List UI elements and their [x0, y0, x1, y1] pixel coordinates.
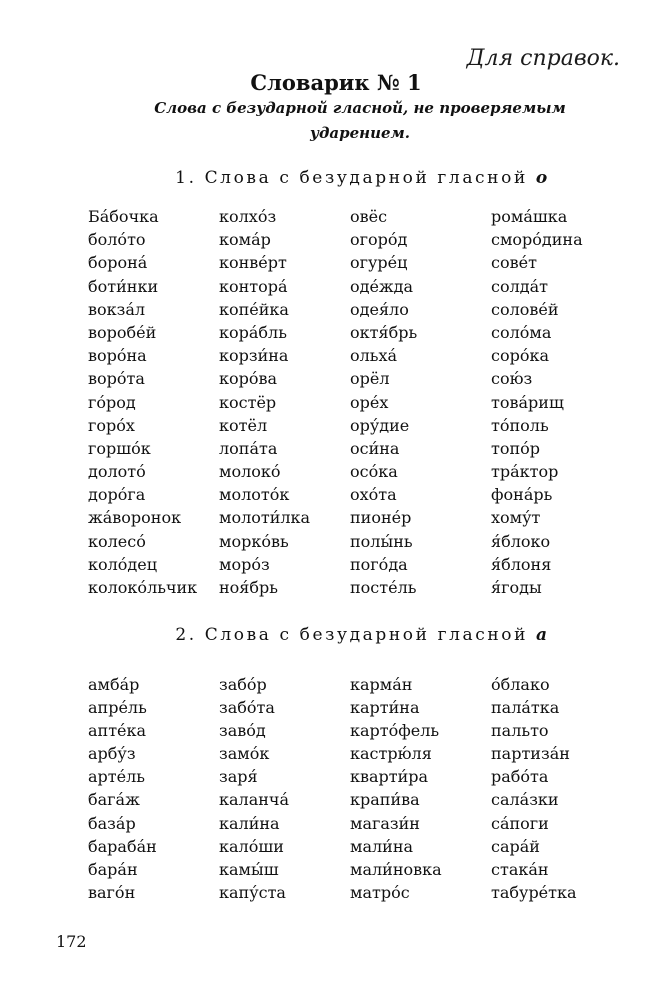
- word-grid-o: [88, 205, 608, 599]
- dictionary-word: посте́ль: [350, 578, 417, 597]
- dictionary-word: огуре́ц: [350, 253, 408, 273]
- dictionary-word: арбу́з: [88, 744, 136, 764]
- dictionary-word: долото́: [88, 462, 146, 482]
- dictionary-word: я́годы: [491, 578, 542, 597]
- dictionary-word: мали́на: [350, 836, 414, 856]
- dictionary-word: кварти́ра: [350, 767, 429, 787]
- dictionary-word: карти́на: [350, 698, 420, 718]
- dictionary-word: солове́й: [491, 299, 559, 319]
- dictionary-word: матро́с: [350, 882, 410, 902]
- dictionary-word: воро́та: [88, 369, 145, 389]
- dictionary-word: горшо́к: [88, 438, 151, 458]
- dictionary-word: бара́н: [88, 859, 138, 879]
- reference-note: Для справок.: [466, 46, 620, 71]
- dictionary-word: молоко́: [219, 462, 281, 482]
- dictionary-word: мали́новка: [350, 859, 442, 879]
- dictionary-word: я́блоко: [491, 531, 551, 551]
- dictionary-word: то́поль: [491, 415, 549, 435]
- dictionary-word: воробе́й: [88, 322, 157, 342]
- dictionary-word: пого́да: [350, 554, 408, 574]
- dictionary-word: костёр: [219, 392, 277, 412]
- dictionary-word: ору́дие: [350, 415, 410, 435]
- dictionary-word: карма́н: [350, 675, 413, 694]
- dictionary-word: оре́х: [350, 392, 389, 412]
- dictionary-word: фона́рь: [491, 485, 553, 505]
- dictionary-word: бага́ж: [88, 790, 140, 810]
- dictionary-word: колоко́льчик: [88, 578, 198, 597]
- dictionary-word: коро́ва: [219, 369, 278, 389]
- dictionary-word: рабо́та: [491, 767, 549, 787]
- dictionary-word: забо́р: [219, 675, 267, 694]
- dictionary-word: конве́рт: [219, 253, 287, 273]
- dictionary-word: соро́ка: [491, 346, 550, 366]
- dictionary-word: заво́д: [219, 721, 266, 741]
- dictionary-word: воро́на: [88, 346, 147, 366]
- dictionary-word: моро́з: [219, 554, 270, 574]
- dictionary-word: магази́н: [350, 813, 420, 833]
- dictionary-word: колесо́: [88, 531, 146, 551]
- dictionary-word: оде́жда: [350, 276, 414, 296]
- dictionary-word: борона́: [88, 253, 148, 273]
- dictionary-word: ваго́н: [88, 882, 136, 902]
- dictionary-word: солда́т: [491, 276, 548, 296]
- dictionary-word: сове́т: [491, 253, 537, 273]
- dictionary-word: соло́ма: [491, 322, 552, 342]
- section-vowel: о: [535, 168, 550, 188]
- dictionary-word: охо́та: [350, 485, 397, 505]
- dictionary-word: колхо́з: [219, 207, 277, 226]
- dictionary-word: партиза́н: [491, 744, 570, 764]
- dictionary-word: заря́: [219, 767, 258, 787]
- dictionary-word: полы́нь: [350, 531, 413, 551]
- dictionary-word: карто́фель: [350, 721, 440, 741]
- section-heading-text: 1. Слова с безударной гласной: [175, 168, 528, 188]
- dictionary-word: апре́ль: [88, 698, 147, 718]
- dictionary-word: корзи́на: [219, 346, 289, 366]
- dictionary-word: сара́й: [491, 836, 540, 856]
- dictionary-word: контора́: [219, 276, 288, 296]
- dictionary-word: ноя́брь: [219, 578, 278, 597]
- section-heading-a: [0, 625, 672, 645]
- dictionary-word: това́рищ: [491, 392, 564, 412]
- dictionary-word: ольха́: [350, 346, 398, 366]
- page-subtitle: Слова с безударной гласной, не проверяемым ударением.: [154, 99, 566, 142]
- dictionary-word: орёл: [350, 369, 390, 389]
- section-heading-text: 2. Слова с безударной гласной: [175, 625, 529, 645]
- dictionary-word: морко́вь: [219, 531, 289, 551]
- page-title: Словарик № 1: [250, 70, 422, 95]
- dictionary-word: замо́к: [219, 744, 270, 764]
- dictionary-word: табуре́тка: [491, 882, 577, 902]
- dictionary-word: котёл: [219, 415, 268, 435]
- dictionary-word: коло́дец: [88, 554, 158, 574]
- dictionary-word: бараба́н: [88, 836, 157, 856]
- dictionary-word: база́р: [88, 813, 136, 833]
- section-vowel: а: [536, 625, 550, 645]
- dictionary-word: вокза́л: [88, 299, 146, 319]
- dictionary-word: са́поги: [491, 813, 549, 833]
- dictionary-word: каланча́: [219, 790, 290, 810]
- dictionary-word: пала́тка: [491, 698, 560, 718]
- word-grid-a: [88, 673, 608, 904]
- dictionary-word: Ба́бочка: [88, 207, 159, 226]
- dictionary-word: пальто: [491, 721, 549, 741]
- dictionary-word: капу́ста: [219, 882, 286, 902]
- dictionary-word: крапи́ва: [350, 790, 420, 810]
- dictionary-word: кора́бль: [219, 322, 287, 342]
- dictionary-word: оси́на: [350, 438, 400, 458]
- dictionary-word: кастрю́ля: [350, 744, 432, 764]
- dictionary-word: доро́га: [88, 485, 146, 505]
- dictionary-word: го́род: [88, 392, 136, 412]
- dictionary-word: кали́на: [219, 813, 280, 833]
- dictionary-word: овёс: [350, 207, 388, 226]
- dictionary-word: амба́р: [88, 675, 140, 694]
- dictionary-word: горо́х: [88, 415, 135, 435]
- dictionary-word: забо́та: [219, 698, 275, 718]
- dictionary-word: топо́р: [491, 438, 541, 458]
- dictionary-word: сала́зки: [491, 790, 559, 810]
- dictionary-word: сморо́дина: [491, 230, 583, 250]
- dictionary-word: рома́шка: [491, 207, 568, 226]
- dictionary-word: копе́йка: [219, 299, 289, 319]
- dictionary-word: молоти́лка: [219, 508, 311, 528]
- dictionary-word: боло́то: [88, 230, 146, 250]
- dictionary-word: боти́нки: [88, 276, 159, 296]
- dictionary-word: молото́к: [219, 485, 290, 505]
- dictionary-word: тра́ктор: [491, 462, 559, 482]
- dictionary-word: арте́ль: [88, 767, 145, 787]
- dictionary-word: огоро́д: [350, 230, 408, 250]
- dictionary-word: я́блоня: [491, 554, 552, 574]
- dictionary-word: кало́ши: [219, 836, 284, 856]
- dictionary-word: кома́р: [219, 230, 271, 250]
- dictionary-word: одея́ло: [350, 299, 409, 319]
- dictionary-word: хому́т: [491, 508, 541, 528]
- dictionary-word: камы́ш: [219, 859, 279, 879]
- dictionary-word: пионе́р: [350, 508, 412, 528]
- page-number: 172: [56, 932, 87, 951]
- section-heading-o: [0, 168, 672, 188]
- dictionary-word: осо́ка: [350, 462, 398, 482]
- dictionary-word: лопа́та: [219, 438, 278, 458]
- dictionary-word: стака́н: [491, 859, 549, 879]
- dictionary-word: жа́воронок: [88, 508, 182, 528]
- dictionary-word: октя́брь: [350, 322, 418, 342]
- dictionary-word: о́блако: [491, 675, 550, 694]
- dictionary-word: сою́з: [491, 369, 533, 389]
- dictionary-word: апте́ка: [88, 721, 147, 741]
